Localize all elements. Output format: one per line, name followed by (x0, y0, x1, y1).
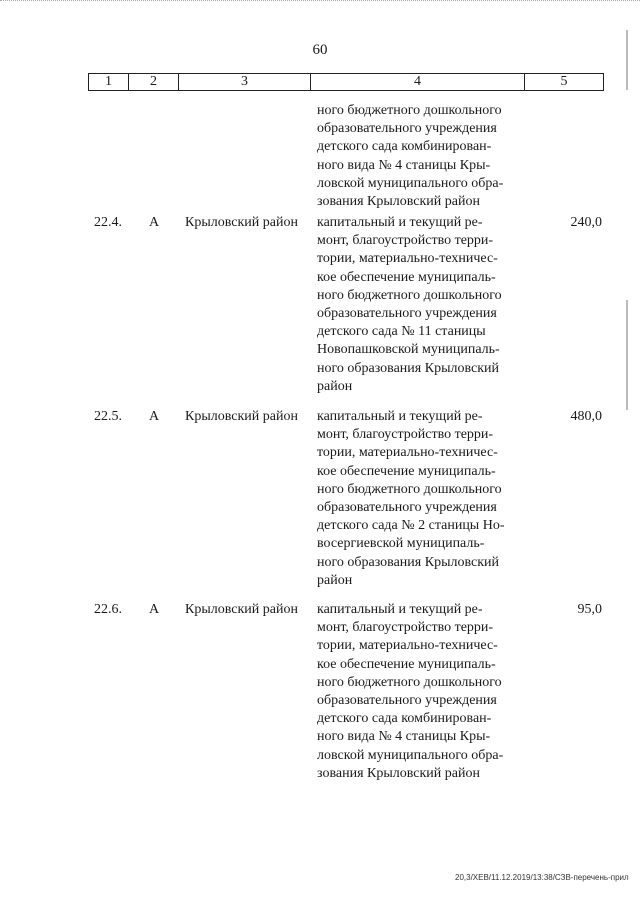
text-line: зования Крыловский район (317, 765, 480, 781)
text-line: тории, материально-техничес- (317, 638, 498, 654)
table-header-cell: 3 (179, 74, 311, 90)
row-description (317, 408, 521, 590)
scan-margin-mark (626, 30, 628, 90)
footer-code: 20,3/ХЕВ/11.12.2019/13:38/СЗВ-перечень-прил (455, 873, 629, 882)
text-line: образовательного учреждения (317, 121, 497, 137)
row-area: Крыловский район (185, 215, 298, 230)
page-number: 60 (312, 42, 328, 58)
table-header-cell: 2 (129, 74, 179, 90)
table-header-cell: 1 (89, 74, 129, 90)
row-letter: А (149, 602, 160, 617)
row-letter: А (149, 215, 160, 230)
text-line: ного образования Крыловский (317, 554, 499, 570)
text-line: образовательного учреждения (317, 500, 497, 516)
text-line: капитальный и текущий ре- (317, 602, 483, 617)
text-line: район (317, 378, 353, 394)
text-line: ного вида № 4 станицы Кры- (317, 157, 491, 173)
text-line: кое обеспечение муниципаль- (317, 463, 496, 479)
text-line: восергиевской муниципаль- (317, 536, 485, 552)
table-header (88, 73, 604, 91)
text-line: ного бюджетного дошкольного (317, 103, 502, 118)
row-value: 480,0 (570, 409, 602, 424)
text-line: район (317, 572, 353, 588)
scan-margin-mark (626, 300, 628, 410)
text-line: монт, благоустройство терри- (317, 233, 494, 249)
continued-description (317, 102, 521, 211)
text-line: образовательного учреждения (317, 306, 497, 322)
text-line: ного бюджетного дошкольного (317, 674, 502, 690)
row-letter: А (149, 409, 160, 424)
row-number: 22.6. (94, 602, 122, 617)
text-line: детского сада № 2 станицы Но- (317, 518, 505, 534)
text-line: ного вида № 4 станицы Кры- (317, 729, 491, 745)
scan-edge (0, 0, 640, 7)
row-description (317, 214, 521, 396)
row-description (317, 601, 521, 783)
row-area: Крыловский район (185, 409, 298, 424)
text-line: ловской муниципального обра- (317, 175, 504, 191)
text-line: капитальный и текущий ре- (317, 409, 483, 424)
text-line: ного бюджетного дошкольного (317, 287, 502, 303)
text-line: детского сада комбинирован- (317, 139, 492, 155)
row-number: 22.4. (94, 215, 122, 230)
text-line: образовательного учреждения (317, 693, 497, 709)
text-line: монт, благоустройство терри- (317, 427, 494, 443)
row-value: 240,0 (570, 215, 602, 230)
table-header-cell: 5 (560, 74, 568, 89)
text-line: зования Крыловский район (317, 194, 480, 210)
table-header-cell: 4 (311, 74, 525, 90)
row-area: Крыловский район (185, 602, 298, 617)
text-line: тории, материально-техничес- (317, 445, 498, 461)
text-line: кое обеспечение муниципаль- (317, 656, 496, 672)
text-line: детского сада комбинирован- (317, 711, 492, 727)
text-line: монт, благоустройство терри- (317, 620, 494, 636)
text-line: кое обеспечение муниципаль- (317, 269, 496, 285)
text-line: детского сада № 11 станицы (317, 324, 486, 340)
text-line: Новопашковской муниципаль- (317, 342, 500, 358)
text-line: капитальный и текущий ре- (317, 215, 483, 230)
row-number: 22.5. (94, 409, 122, 424)
text-line: тории, материально-техничес- (317, 251, 498, 267)
row-value: 95,0 (577, 602, 602, 617)
text-line: ного бюджетного дошкольного (317, 481, 502, 497)
text-line: ного образования Крыловский (317, 360, 499, 376)
text-line: ловской муниципального обра- (317, 747, 504, 763)
